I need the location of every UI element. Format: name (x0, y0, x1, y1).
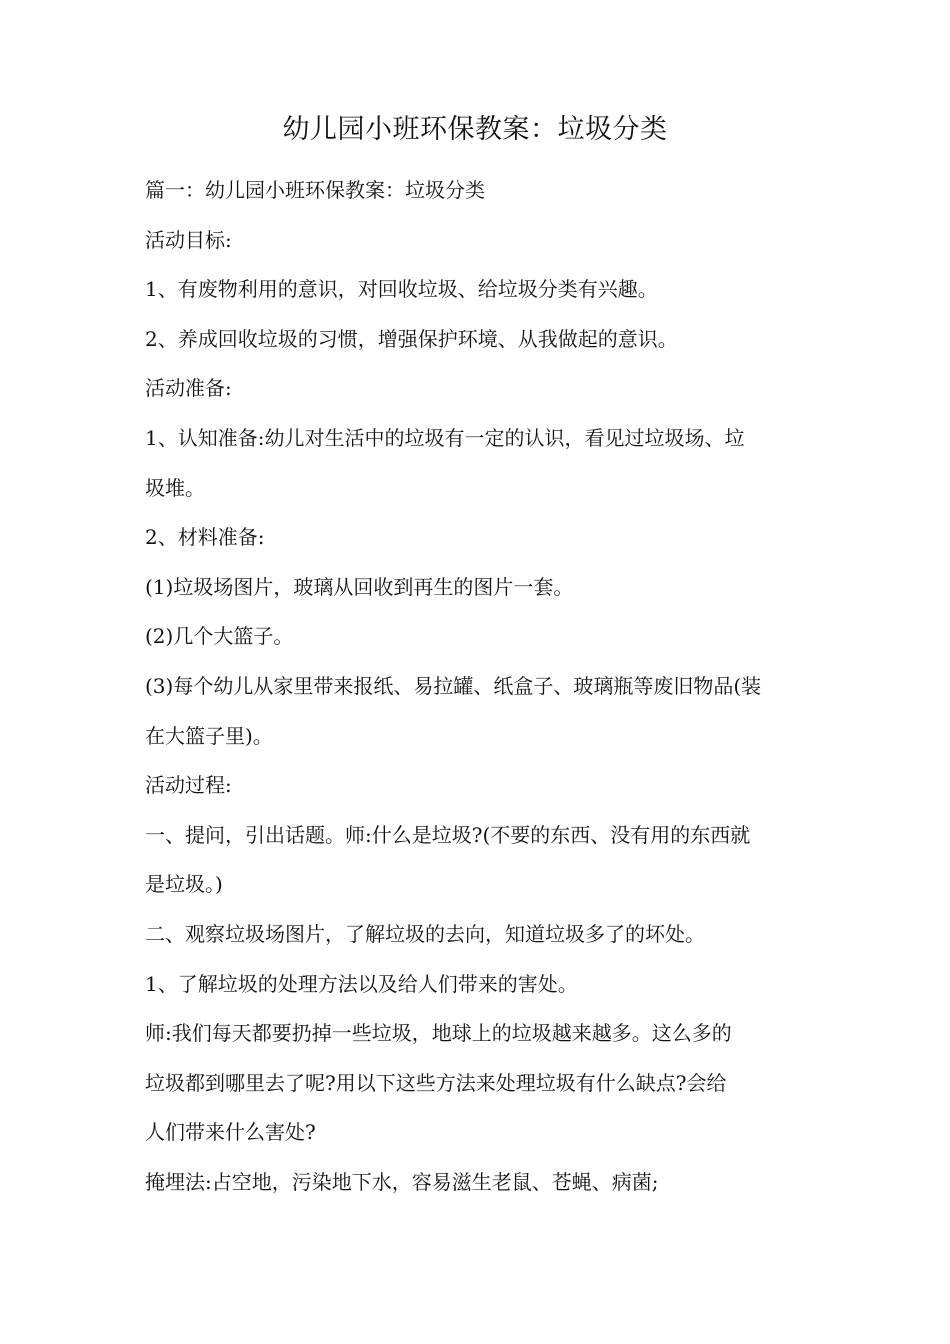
document-body (145, 166, 815, 1207)
text-line: 在大篮子里)。 (145, 723, 273, 748)
text-line: 掩埋法:占空地，污染地下水，容易滋生老鼠、苍蝇、病菌; (145, 1169, 659, 1194)
document-title: 幼儿园小班环保教案：垃圾分类 (282, 114, 668, 145)
text-line: 1、认知准备:幼儿对生活中的垃圾有一定的认识，看见过垃圾场、垃 (145, 425, 745, 450)
text-line: 活动准备: (145, 376, 232, 401)
text-line: 垃圾都到哪里去了呢?用以下这些方法来处理垃圾有什么缺点?会给 (145, 1070, 727, 1095)
text-line: (1)垃圾场图片，玻璃从回收到再生的图片一套。 (145, 574, 574, 599)
text-line: 一、提问，引出话题。师:什么是垃圾?(不要的东西、没有用的东西就 (145, 822, 751, 847)
text-line: 2、养成回收垃圾的习惯，增强保护环境、从我做起的意识。 (145, 326, 678, 351)
text-line: 二、观察垃圾场图片，了解垃圾的去向，知道垃圾多了的坏处。 (145, 921, 705, 946)
text-line: 活动目标: (145, 227, 232, 252)
text-line: (2)几个大篮子。 (145, 624, 294, 649)
text-line: (3)每个幼儿从家里带来报纸、易拉罐、纸盒子、玻璃瓶等废旧物品(装 (145, 673, 762, 698)
text-line: 1、了解垃圾的处理方法以及给人们带来的害处。 (145, 971, 578, 996)
text-line: 师:我们每天都要扔掉一些垃圾，地球上的垃圾越来越多。这么多的 (145, 1021, 732, 1046)
text-line: 1、有废物利用的意识，对回收垃圾、给垃圾分类有兴趣。 (145, 277, 658, 302)
text-line: 活动过程: (145, 773, 232, 798)
text-line: 是垃圾。) (145, 872, 223, 897)
text-line: 2、材料准备: (145, 525, 265, 550)
text-line: 圾堆。 (145, 475, 205, 500)
text-line: 人们带来什么害处? (145, 1120, 316, 1145)
text-line: 篇一：幼儿园小班环保教案：垃圾分类 (145, 178, 485, 202)
